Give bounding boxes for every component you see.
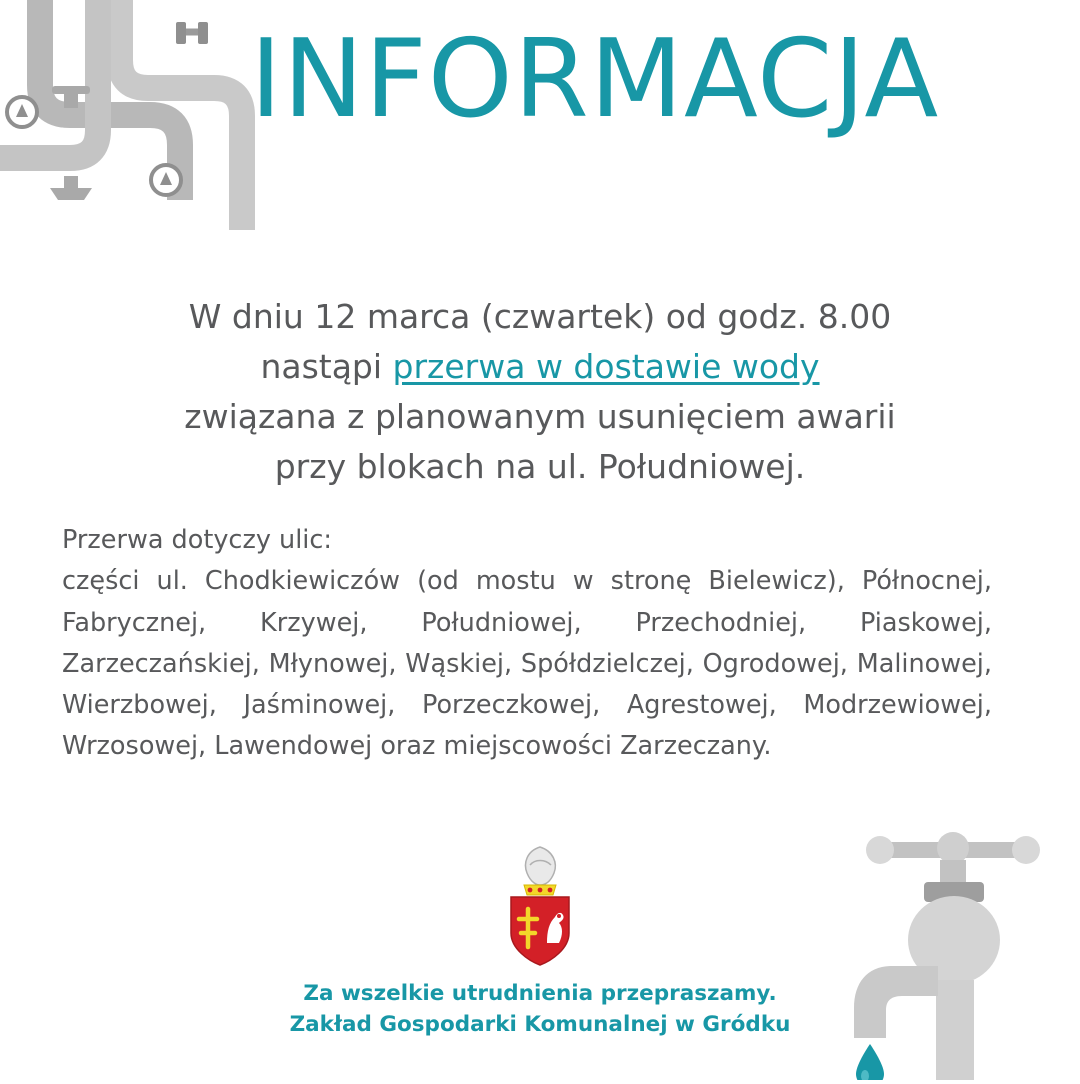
message-line-3: związana z planowanym usunięciem awarii [184, 397, 896, 437]
apology-text [140, 978, 940, 1040]
main-message [70, 292, 1010, 493]
message-line-2 [70, 342, 1010, 392]
apology-line-2: Zakład Gospodarki Komunalnej w Gródku [289, 1012, 791, 1038]
message-highlight: przerwa w dostawie wody [392, 347, 820, 387]
apology-line-1: Za wszelkie utrudnienia przepraszamy. [303, 981, 777, 1006]
streets-intro: Przerwa dotyczy ulic: [62, 525, 332, 555]
water-tap-icon [840, 830, 1080, 1080]
message-line-1: W dniu 12 marca (czwartek) od godz. 8.00 [188, 297, 892, 336]
affected-streets [62, 520, 992, 768]
message-line-4: przy blokach na ul. Południowej. [274, 447, 806, 487]
water-pipes-icon [0, 0, 270, 230]
coat-of-arms-icon [497, 845, 583, 967]
streets-list: części ul. Chodkiewiczów (od mostu w stronę Bielewicz), Północnej, Fabrycznej, Krzywej, Południowej, Przechodniej, Piaskowej, Zarzeczańskiej, Młynowej, Wąskiej, Spółdzielczej, Ogrodowej, Malinowej, Wierzbowej, Jaśminowej, Porzeczkowej, Agrestowej, Modrzewiowej, Wrzosowej, Lawendowej oraz miejscowości Zarzeczany. [62, 566, 992, 762]
poster-header [0, 0, 1080, 230]
message-line-2-prefix: nastąpi [260, 347, 393, 387]
page-title: INFORMACJA [250, 17, 940, 142]
